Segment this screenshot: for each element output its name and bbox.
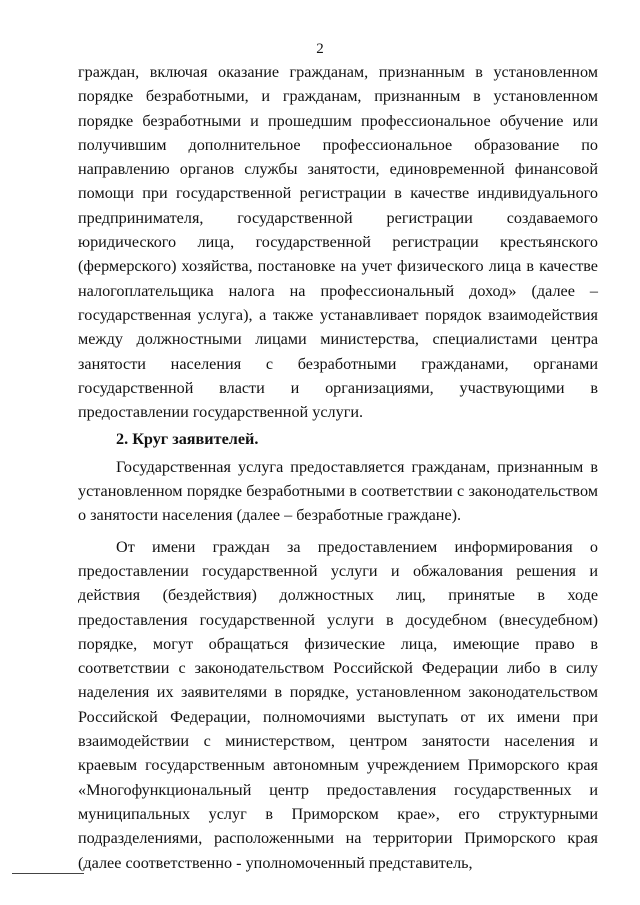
paragraph-service-recipients: Государственная услуга предоставляется гражданам, признанным в установленном порядке безработными в соответствии с законодательством о занятости населения (далее – безработные граждане). — [78, 457, 598, 525]
paragraph-representatives: От имени граждан за предоставлением информирования о предоставлении государственной услуги и обжалования решения и действия (бездействия) должностных лиц, принятые в ходе предоставления государственной услуги в досудебном (внесудебном) порядке, могут обращаться физические лица, имеющие право в соответствии с законодательством Российской Федерации либо в силу наделения их заявителями в порядке, установленном законодательством Российской Федерации, полномочиями выступать от их имени при взаимодействии с министерством, центром занятости населения и краевым государственным автономным учреждением Приморского края «Многофункциональный центр предоставления государственных и муниципальных услуг в Приморском крае», его структурными подразделениями, расположенными на территории Приморского края (далее соответственно - уполномоченный представитель, — [78, 537, 598, 872]
document-body — [78, 60, 598, 875]
section-heading-applicants: 2. Круг заявителей. — [116, 430, 259, 449]
page-number: 2 — [316, 41, 324, 57]
footer-rule — [12, 873, 84, 874]
paragraph-continued: граждан, включая оказание гражданам, признанным в установленном порядке безработными, и гражданам, признанным в установленном порядке безработными и прошедшим профессиональное обучение или получившим дополнительное профессиональное образование по направлению органов службы занятости, единовременной финансовой помощи при государственной регистрации в качестве индивидуального предпринимателя, государственной регистрации создаваемого юридического лица, государственной регистрации крестьянского (фермерского) хозяйства, постановке на учет физического лица в качестве налогоплательщика налога на профессиональный доход» (далее – государственная услуга), а также устанавливает порядок взаимодействия между должностными лицами министерства, специалистами центра занятости населения с безработными гражданами, органами государственной власти и организациями, участвующими в предоставлении государственной услуги. — [78, 63, 598, 422]
paragraph-gap — [78, 528, 598, 535]
